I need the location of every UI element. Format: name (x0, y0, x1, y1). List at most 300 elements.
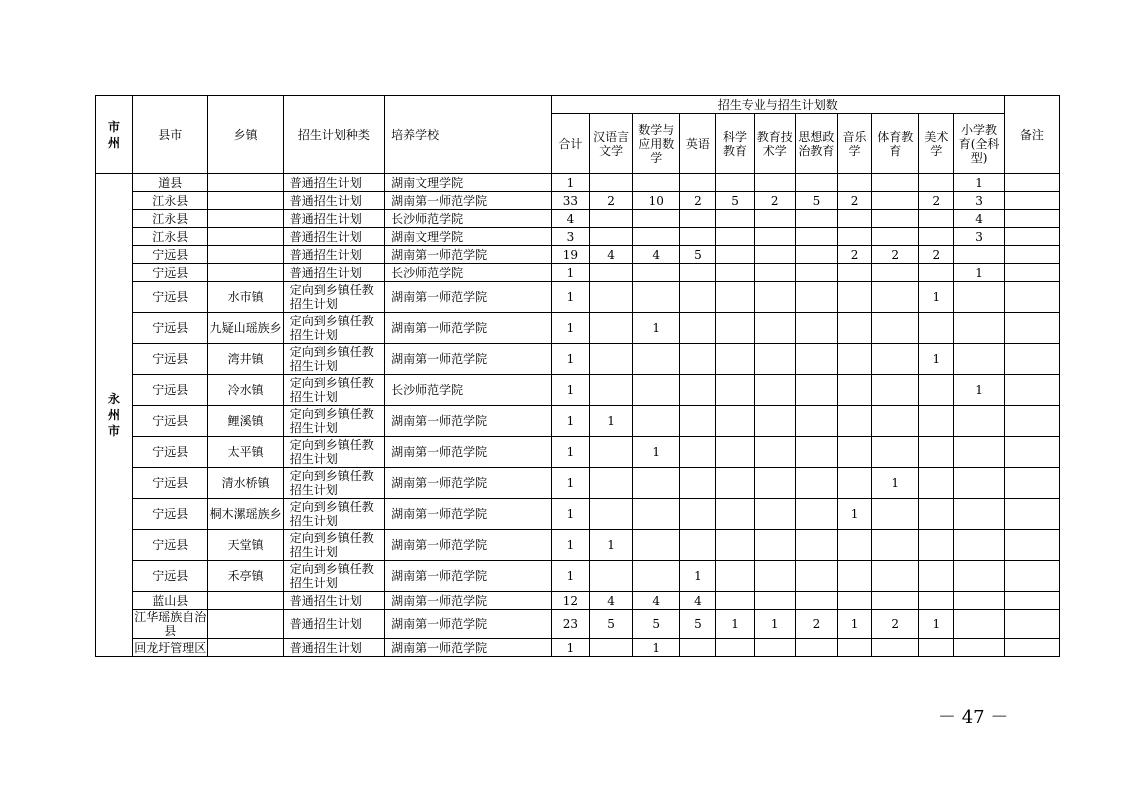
cell-county: 宁远县 (133, 530, 208, 561)
cell-county: 宁远县 (133, 282, 208, 313)
cell-remarks (1004, 610, 1059, 639)
cell-primary: 3 (954, 192, 1004, 210)
page-number: － 47 － (938, 707, 1009, 728)
cell-primary (954, 406, 1004, 437)
cell-primary (954, 468, 1004, 499)
cell-music: 2 (837, 246, 871, 264)
cell-total: 12 (551, 592, 589, 610)
table-row (96, 468, 1060, 499)
cell-town: 清水桥镇 (208, 468, 283, 499)
cell-plan-type: 普通招生计划 (283, 246, 384, 264)
cell-math: 1 (633, 639, 680, 657)
cell-math (633, 561, 680, 592)
cell-art (919, 228, 954, 246)
cell-school: 湖南第一师范学院 (385, 468, 552, 499)
cell-primary (954, 246, 1004, 264)
cell-politics (795, 561, 837, 592)
cell-county: 宁远县 (133, 561, 208, 592)
cell-school: 长沙师范学院 (385, 375, 552, 406)
cell-remarks (1004, 246, 1059, 264)
cell-remarks (1004, 592, 1059, 610)
cell-town: 太平镇 (208, 437, 283, 468)
cell-music (837, 530, 871, 561)
cell-school: 湖南第一师范学院 (385, 639, 552, 657)
cell-remarks (1004, 499, 1059, 530)
cell-chinese (589, 282, 632, 313)
header-city: 市州 (96, 96, 133, 174)
cell-town: 鲤溪镇 (208, 406, 283, 437)
cell-politics (795, 530, 837, 561)
header-school: 培养学校 (385, 96, 552, 174)
cell-english (680, 228, 716, 246)
cell-chinese (589, 468, 632, 499)
cell-politics (795, 313, 837, 344)
cell-plan-type: 定向到乡镇任教招生计划 (283, 313, 384, 344)
cell-music (837, 437, 871, 468)
cell-pe (872, 192, 919, 210)
cell-plan-type: 普通招生计划 (283, 264, 384, 282)
cell-science: 5 (716, 192, 754, 210)
cell-art (919, 437, 954, 468)
cell-music (837, 375, 871, 406)
cell-math: 4 (633, 592, 680, 610)
cell-town (208, 174, 283, 192)
cell-music (837, 561, 871, 592)
cell-chinese (589, 375, 632, 406)
cell-music (837, 639, 871, 657)
cell-art (919, 592, 954, 610)
cell-science (716, 246, 754, 264)
cell-politics (795, 228, 837, 246)
cell-total: 1 (551, 499, 589, 530)
cell-total: 23 (551, 610, 589, 639)
cell-art (919, 264, 954, 282)
header-primary: 小学教育(全科型) (954, 114, 1004, 174)
cell-edtech (754, 344, 795, 375)
cell-politics: 2 (795, 610, 837, 639)
cell-music (837, 228, 871, 246)
cell-county: 宁远县 (133, 468, 208, 499)
cell-art (919, 210, 954, 228)
cell-plan-type: 普通招生计划 (283, 210, 384, 228)
table-row (96, 174, 1060, 192)
cell-total: 1 (551, 174, 589, 192)
cell-county: 宁远县 (133, 246, 208, 264)
cell-school: 湖南第一师范学院 (385, 437, 552, 468)
cell-total: 1 (551, 282, 589, 313)
cell-chinese (589, 499, 632, 530)
cell-music: 1 (837, 610, 871, 639)
header-remarks: 备注 (1004, 96, 1059, 174)
cell-math (633, 468, 680, 499)
cell-total: 1 (551, 437, 589, 468)
cell-plan-type: 定向到乡镇任教招生计划 (283, 499, 384, 530)
cell-chinese: 1 (589, 406, 632, 437)
table-row (96, 282, 1060, 313)
cell-english (680, 499, 716, 530)
table-row (96, 530, 1060, 561)
cell-edtech (754, 174, 795, 192)
cell-politics (795, 592, 837, 610)
cell-primary (954, 561, 1004, 592)
table-row (96, 210, 1060, 228)
cell-english: 2 (680, 192, 716, 210)
table-row (96, 499, 1060, 530)
cell-math (633, 344, 680, 375)
cell-primary: 1 (954, 174, 1004, 192)
cell-english (680, 375, 716, 406)
cell-school: 湖南第一师范学院 (385, 406, 552, 437)
cell-edtech (754, 282, 795, 313)
cell-math (633, 499, 680, 530)
header-math: 数学与应用数学 (633, 114, 680, 174)
cell-politics (795, 210, 837, 228)
cell-math: 4 (633, 246, 680, 264)
cell-politics (795, 246, 837, 264)
cell-total: 1 (551, 344, 589, 375)
cell-county: 回龙圩管理区 (134, 640, 207, 655)
cell-town: 水市镇 (208, 282, 283, 313)
cell-english (680, 530, 716, 561)
cell-pe (872, 639, 919, 657)
cell-music (837, 210, 871, 228)
cell-math (633, 406, 680, 437)
cell-edtech (754, 499, 795, 530)
cell-remarks (1004, 344, 1059, 375)
cell-edtech (754, 468, 795, 499)
cell-remarks (1004, 228, 1059, 246)
cell-edtech (754, 561, 795, 592)
cell-total: 3 (551, 228, 589, 246)
cell-school: 长沙师范学院 (385, 210, 552, 228)
cell-music (837, 174, 871, 192)
cell-edtech (754, 375, 795, 406)
cell-politics: 5 (795, 192, 837, 210)
cell-edtech (754, 639, 795, 657)
cell-english: 4 (680, 592, 716, 610)
cell-school: 湖南第一师范学院 (385, 192, 552, 210)
cell-art (919, 468, 954, 499)
cell-pe (872, 499, 919, 530)
cell-plan-type: 普通招生计划 (283, 192, 384, 210)
cell-primary: 1 (954, 375, 1004, 406)
cell-science (716, 313, 754, 344)
cell-art (919, 561, 954, 592)
cell-plan-type: 普通招生计划 (283, 639, 384, 657)
cell-remarks (1004, 639, 1059, 657)
cell-art (919, 375, 954, 406)
cell-total: 1 (551, 406, 589, 437)
cell-town (208, 192, 283, 210)
cell-english (680, 639, 716, 657)
cell-chinese (589, 174, 632, 192)
table-row (96, 375, 1060, 406)
cell-chinese (589, 561, 632, 592)
cell-remarks (1004, 375, 1059, 406)
cell-math (633, 228, 680, 246)
cell-art (919, 313, 954, 344)
cell-school: 湖南第一师范学院 (385, 246, 552, 264)
cell-plan-type: 定向到乡镇任教招生计划 (283, 406, 384, 437)
city-cell (96, 174, 133, 657)
cell-science (716, 174, 754, 192)
cell-total: 33 (551, 192, 589, 210)
header-major-group: 招生专业与招生计划数 (551, 96, 1004, 114)
cell-art (919, 499, 954, 530)
cell-primary (954, 344, 1004, 375)
cell-science (716, 375, 754, 406)
cell-pe (872, 561, 919, 592)
cell-plan-type: 普通招生计划 (283, 228, 384, 246)
cell-county: 道县 (133, 174, 208, 192)
cell-school: 湖南文理学院 (385, 174, 552, 192)
table-row (96, 610, 1060, 639)
cell-science (716, 530, 754, 561)
cell-school: 湖南第一师范学院 (385, 561, 552, 592)
cell-town (208, 246, 283, 264)
cell-politics (795, 499, 837, 530)
cell-total: 1 (551, 375, 589, 406)
cell-math (633, 530, 680, 561)
cell-chinese (589, 210, 632, 228)
cell-chinese: 1 (589, 530, 632, 561)
cell-music (837, 313, 871, 344)
cell-english: 5 (680, 610, 716, 639)
cell-music (837, 344, 871, 375)
cell-english: 1 (680, 561, 716, 592)
cell-science: 1 (716, 610, 754, 639)
cell-plan-type: 普通招生计划 (283, 592, 384, 610)
cell-primary: 1 (954, 264, 1004, 282)
cell-county: 江永县 (133, 228, 208, 246)
cell-music (837, 282, 871, 313)
cell-primary: 4 (954, 210, 1004, 228)
table-row (96, 639, 1060, 657)
cell-town: 湾井镇 (208, 344, 283, 375)
cell-science (716, 210, 754, 228)
cell-pe (872, 406, 919, 437)
cell-edtech (754, 246, 795, 264)
cell-music: 2 (837, 192, 871, 210)
cell-edtech (754, 264, 795, 282)
cell-math (633, 282, 680, 313)
cell-art (919, 406, 954, 437)
cell-primary (954, 313, 1004, 344)
cell-primary (954, 639, 1004, 657)
cell-primary (954, 530, 1004, 561)
cell-english (680, 174, 716, 192)
cell-school: 湖南第一师范学院 (385, 610, 552, 639)
cell-edtech (754, 530, 795, 561)
header-chinese: 汉语言文学 (589, 114, 632, 174)
cell-county: 宁远县 (133, 375, 208, 406)
cell-math: 10 (633, 192, 680, 210)
cell-total: 4 (551, 210, 589, 228)
cell-town (208, 639, 283, 657)
cell-county: 江华瑶族自治县 (134, 610, 207, 638)
cell-politics (795, 344, 837, 375)
cell-politics (795, 468, 837, 499)
cell-pe (872, 530, 919, 561)
cell-science (716, 561, 754, 592)
cell-edtech (754, 437, 795, 468)
cell-science (716, 228, 754, 246)
cell-pe (872, 344, 919, 375)
cell-english (680, 210, 716, 228)
table-row (96, 561, 1060, 592)
cell-remarks (1004, 210, 1059, 228)
city-name: 永州市 (108, 392, 121, 438)
cell-pe (872, 264, 919, 282)
cell-school: 湖南第一师范学院 (385, 530, 552, 561)
cell-county: 宁远县 (133, 264, 208, 282)
cell-music (837, 264, 871, 282)
cell-math: 1 (633, 437, 680, 468)
cell-science (716, 264, 754, 282)
cell-plan-type: 定向到乡镇任教招生计划 (283, 437, 384, 468)
cell-politics (795, 174, 837, 192)
cell-plan-type: 定向到乡镇任教招生计划 (283, 344, 384, 375)
cell-music (837, 592, 871, 610)
cell-politics (795, 406, 837, 437)
cell-pe (872, 228, 919, 246)
cell-total: 1 (551, 639, 589, 657)
cell-chinese: 4 (589, 592, 632, 610)
header-town: 乡镇 (208, 96, 283, 174)
header-plan-type: 招生计划种类 (283, 96, 384, 174)
cell-math (633, 375, 680, 406)
cell-town: 桐木漯瑶族乡 (208, 499, 283, 530)
cell-english (680, 313, 716, 344)
header-county: 县市 (133, 96, 208, 174)
cell-politics (795, 437, 837, 468)
cell-english (680, 264, 716, 282)
cell-edtech (754, 313, 795, 344)
cell-science (716, 282, 754, 313)
cell-science (716, 468, 754, 499)
table-row (96, 344, 1060, 375)
cell-math: 5 (633, 610, 680, 639)
table-row (96, 313, 1060, 344)
header-politics: 思想政治教育 (795, 114, 837, 174)
cell-pe: 2 (872, 246, 919, 264)
cell-remarks (1004, 561, 1059, 592)
cell-remarks (1004, 437, 1059, 468)
cell-town (208, 210, 283, 228)
cell-pe (872, 592, 919, 610)
cell-art (919, 530, 954, 561)
cell-edtech (754, 406, 795, 437)
cell-edtech (754, 210, 795, 228)
cell-music (837, 406, 871, 437)
cell-remarks (1004, 282, 1059, 313)
cell-math (633, 174, 680, 192)
cell-chinese: 2 (589, 192, 632, 210)
cell-remarks (1004, 264, 1059, 282)
cell-art: 1 (919, 344, 954, 375)
cell-pe (872, 313, 919, 344)
cell-chinese (589, 228, 632, 246)
cell-science (716, 499, 754, 530)
cell-total: 1 (551, 530, 589, 561)
cell-total: 1 (551, 313, 589, 344)
cell-town (208, 228, 283, 246)
table-row (96, 192, 1060, 210)
table-row (96, 228, 1060, 246)
cell-school: 长沙师范学院 (385, 264, 552, 282)
cell-english (680, 468, 716, 499)
cell-pe: 2 (872, 610, 919, 639)
table-row (96, 246, 1060, 264)
cell-county: 江永县 (133, 210, 208, 228)
cell-primary (954, 610, 1004, 639)
cell-town: 禾亭镇 (208, 561, 283, 592)
cell-music (837, 468, 871, 499)
cell-chinese (589, 264, 632, 282)
cell-chinese (589, 344, 632, 375)
cell-remarks (1004, 174, 1059, 192)
cell-school: 湖南第一师范学院 (385, 592, 552, 610)
cell-english (680, 282, 716, 313)
cell-town: 冷水镇 (208, 375, 283, 406)
cell-county: 宁远县 (133, 406, 208, 437)
cell-science (716, 344, 754, 375)
cell-county: 宁远县 (133, 499, 208, 530)
header-english: 英语 (680, 114, 716, 174)
header-pe: 体育教育 (872, 114, 919, 174)
cell-pe (872, 375, 919, 406)
cell-school: 湖南第一师范学院 (385, 313, 552, 344)
cell-plan-type: 定向到乡镇任教招生计划 (283, 561, 384, 592)
cell-total: 1 (551, 561, 589, 592)
cell-art: 1 (919, 282, 954, 313)
cell-math (633, 264, 680, 282)
cell-pe (872, 282, 919, 313)
cell-edtech: 1 (754, 610, 795, 639)
cell-plan-type: 普通招生计划 (283, 174, 384, 192)
cell-school: 湖南第一师范学院 (385, 282, 552, 313)
cell-county: 江永县 (133, 192, 208, 210)
cell-edtech: 2 (754, 192, 795, 210)
cell-art: 2 (919, 246, 954, 264)
cell-politics (795, 375, 837, 406)
cell-art (919, 174, 954, 192)
header-art: 美术学 (919, 114, 954, 174)
cell-politics (795, 639, 837, 657)
cell-remarks (1004, 530, 1059, 561)
cell-town: 天堂镇 (208, 530, 283, 561)
cell-chinese: 5 (589, 610, 632, 639)
cell-edtech (754, 228, 795, 246)
table-row (96, 592, 1060, 610)
cell-county: 蓝山县 (133, 592, 208, 610)
cell-science (716, 592, 754, 610)
enrollment-table (95, 95, 1060, 657)
cell-county: 宁远县 (133, 437, 208, 468)
cell-primary: 3 (954, 228, 1004, 246)
cell-plan-type: 定向到乡镇任教招生计划 (283, 282, 384, 313)
cell-primary (954, 437, 1004, 468)
cell-chinese (589, 437, 632, 468)
cell-plan-type: 普通招生计划 (283, 610, 384, 639)
cell-total: 1 (551, 264, 589, 282)
cell-pe (872, 437, 919, 468)
cell-town: 九疑山瑶族乡 (208, 313, 283, 344)
cell-politics (795, 282, 837, 313)
table-row (96, 437, 1060, 468)
cell-art (919, 639, 954, 657)
cell-plan-type: 定向到乡镇任教招生计划 (283, 530, 384, 561)
